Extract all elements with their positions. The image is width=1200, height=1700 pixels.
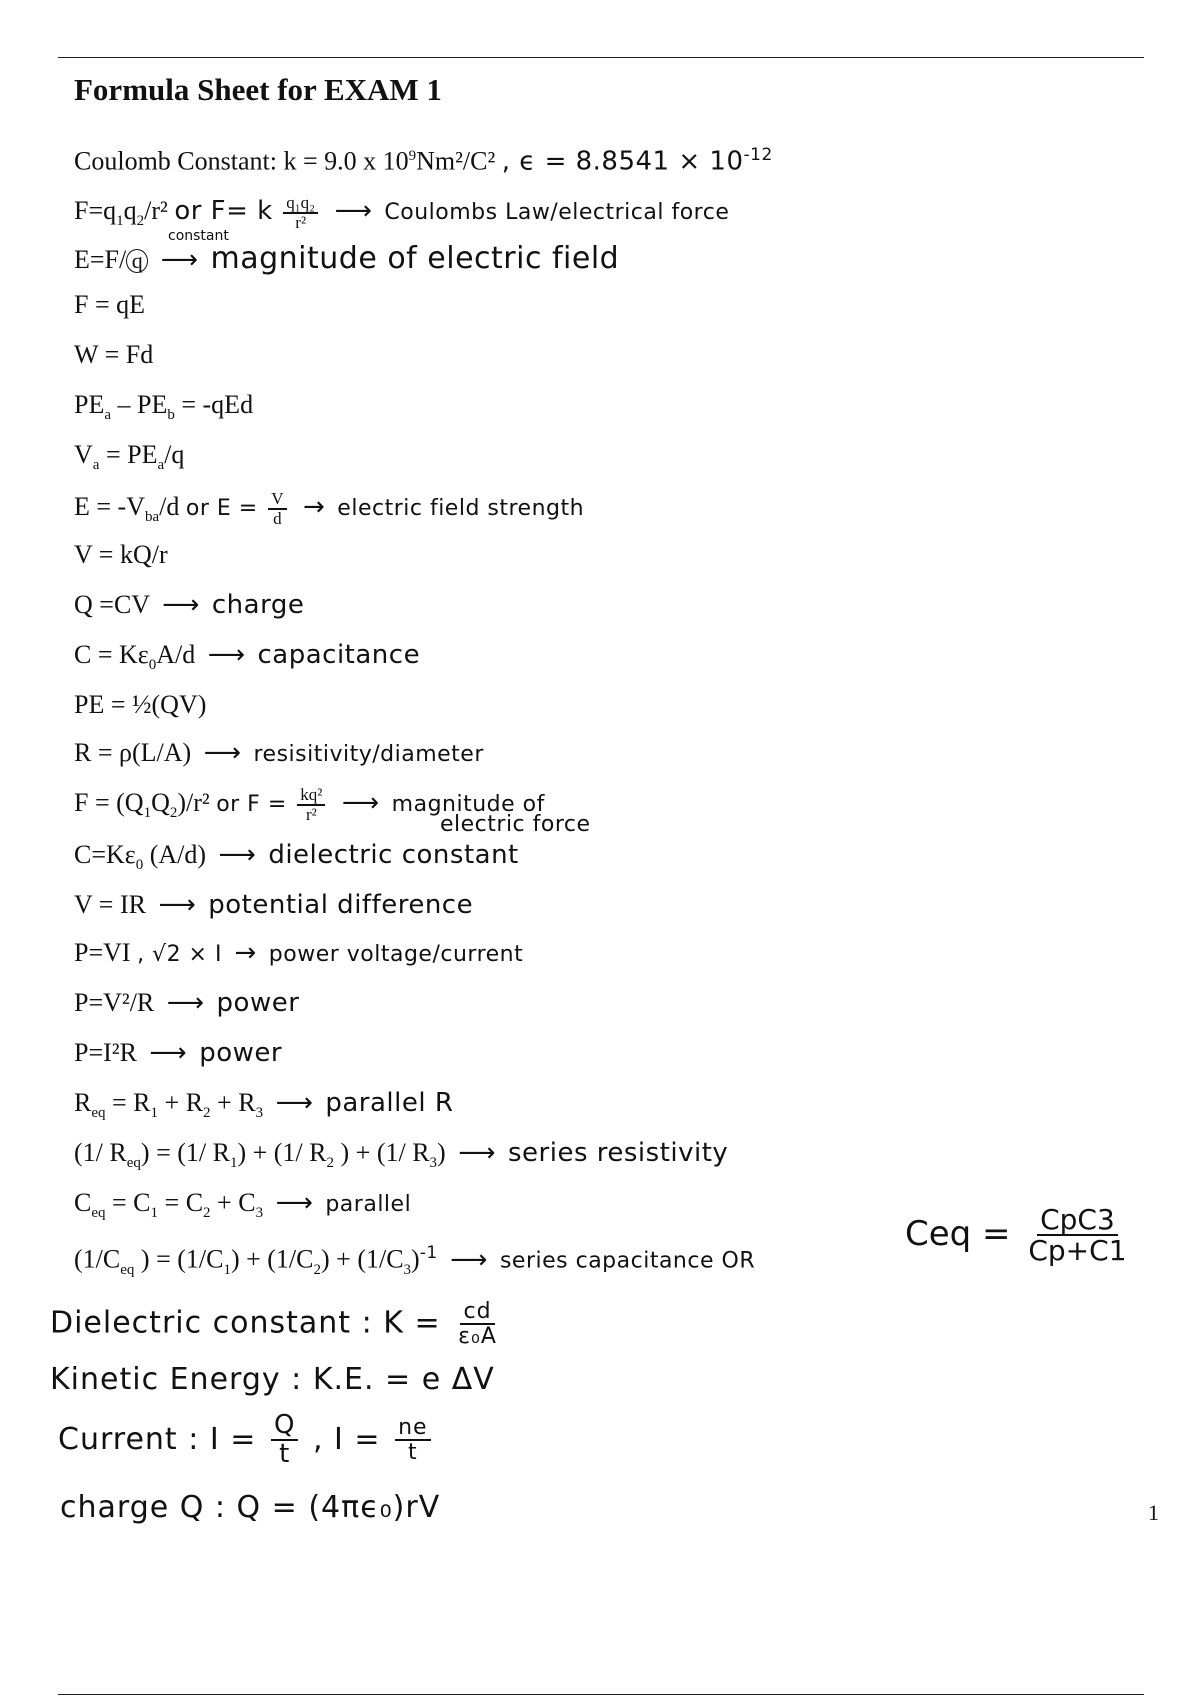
constant-note: constant [168, 228, 229, 244]
circled-q: q [126, 249, 148, 273]
bottom-rule [58, 1694, 1144, 1695]
formula-field-strength: $E = -V_{ba}/d$ or E = $\frac{V}{d}$ → electric field strength [74, 489, 585, 528]
formula-dielectric: $C=K\varepsilon_0$ (A/d) ⟶ dielectric constant [74, 840, 519, 874]
page-number: 1 [1148, 1500, 1159, 1525]
current-note: Current : I = $\frac{Q}{t}$ , I = $\frac{ne}{t}$ [58, 1412, 435, 1469]
arrow-icon: ⟶ [203, 738, 241, 768]
formula-capacitance: $C = K\varepsilon_0A/d$ ⟶ capacitance [74, 640, 421, 674]
formula-coulombs-law: $F=q_1q_2/r^2$ or F= k $\frac{\text{q₁q₂}}{\text{r²}}$ ⟶ Coulombs Law/electrical force [74, 193, 730, 232]
top-rule [58, 57, 1144, 58]
formula-ohms-law: V = IR ⟶ potential difference [74, 890, 474, 920]
electric-force-note: electric force [440, 812, 591, 837]
formula-charge: Q =CV ⟶ charge [74, 590, 305, 620]
arrow-icon: ⟶ [218, 840, 256, 870]
arrow-icon: ⟶ [275, 1188, 313, 1218]
formula-resistance: R = ρ(L/A) ⟶ resisitivity/diameter [74, 738, 484, 768]
formula-potential-energy: $PE_a - PE_b = -qEd$ [74, 390, 254, 424]
arrow-icon: ⟶ [158, 890, 196, 920]
arrow-icon: ⟶ [162, 590, 200, 620]
formula-power-i2r: P=I²R ⟶ power [74, 1038, 283, 1068]
ceq-series-formula: Ceq = $\frac{\text{CpC3}}{Cp+C1}$ [905, 1203, 1127, 1268]
dielectric-constant-note: Dielectric constant : K = $\frac{cd}{\text{ε₀A}}$ [50, 1299, 497, 1350]
page-title: Formula Sheet for EXAM 1 [74, 72, 442, 107]
charge-note: charge Q : Q = (4πϵ₀)rV [60, 1490, 441, 1525]
formula-electric-field: E=F/ q ⟶ magnitude of electric field [74, 241, 620, 276]
arrow-icon: ⟶ [207, 640, 245, 670]
kinetic-energy-note: Kinetic Energy : K.E. = e ΔV [50, 1362, 495, 1397]
arrow-icon: → [303, 491, 325, 522]
arrow-icon: ⟶ [334, 195, 372, 226]
arrow-icon: ⟶ [341, 787, 380, 818]
arrow-icon: ⟶ [458, 1138, 496, 1168]
arrow-icon: ⟶ [149, 1038, 187, 1068]
formula-coulomb-constant: Coulomb Constant: k = 9.0 x $10^9Nm^2/C^2$ , $\epsilon = 8.8541 \times 10^{-12}$ [74, 145, 773, 177]
formula-power-vi: P=VI , √2 × I → power voltage/current [74, 938, 524, 968]
formula-potential-point: V = kQ/r [74, 540, 168, 569]
formula-potential: $V_a = PE_a/q$ [74, 440, 185, 474]
formula-power-v2r: P=V²/R ⟶ power [74, 988, 300, 1018]
arrow-icon: ⟶ [275, 1088, 313, 1118]
formula-req-reciprocal: (1/ $R_{eq}) = (1/$ $R_1) + (1/$ $R_2$ ) + (1/ $R_3$) ⟶ series resistivity [74, 1138, 729, 1172]
formula-electric-force: $F = (Q_1Q_2)/r^2$ or F = $\frac{\text{kq²}}{\text{r²}}$ ⟶ magnitude of [74, 785, 545, 824]
formula-force-qe: F = qE [74, 290, 146, 319]
formula-req-sum: $R_{eq} = R_1 + R_2 + R_3$ ⟶ parallel R [74, 1088, 454, 1122]
formula-work: W = Fd [74, 340, 154, 369]
arrow-icon: ⟶ [166, 988, 205, 1018]
formula-ceq-reciprocal: ($1/C_{eq}$ ) = $(1/C_1) + (1/C_2) + (1/C_3)^{-1}$ ⟶ series capacitance OR [74, 1243, 756, 1278]
arrow-icon: ⟶ [450, 1244, 488, 1275]
formula-energy-capacitor: PE = ½(QV) [74, 690, 207, 719]
arrow-icon: ⟶ [160, 245, 199, 275]
formula-ceq-sum: $C_{eq} = C_1 = C_2 + C_3$ ⟶ parallel [74, 1188, 412, 1222]
arrow-icon: → [234, 938, 257, 968]
